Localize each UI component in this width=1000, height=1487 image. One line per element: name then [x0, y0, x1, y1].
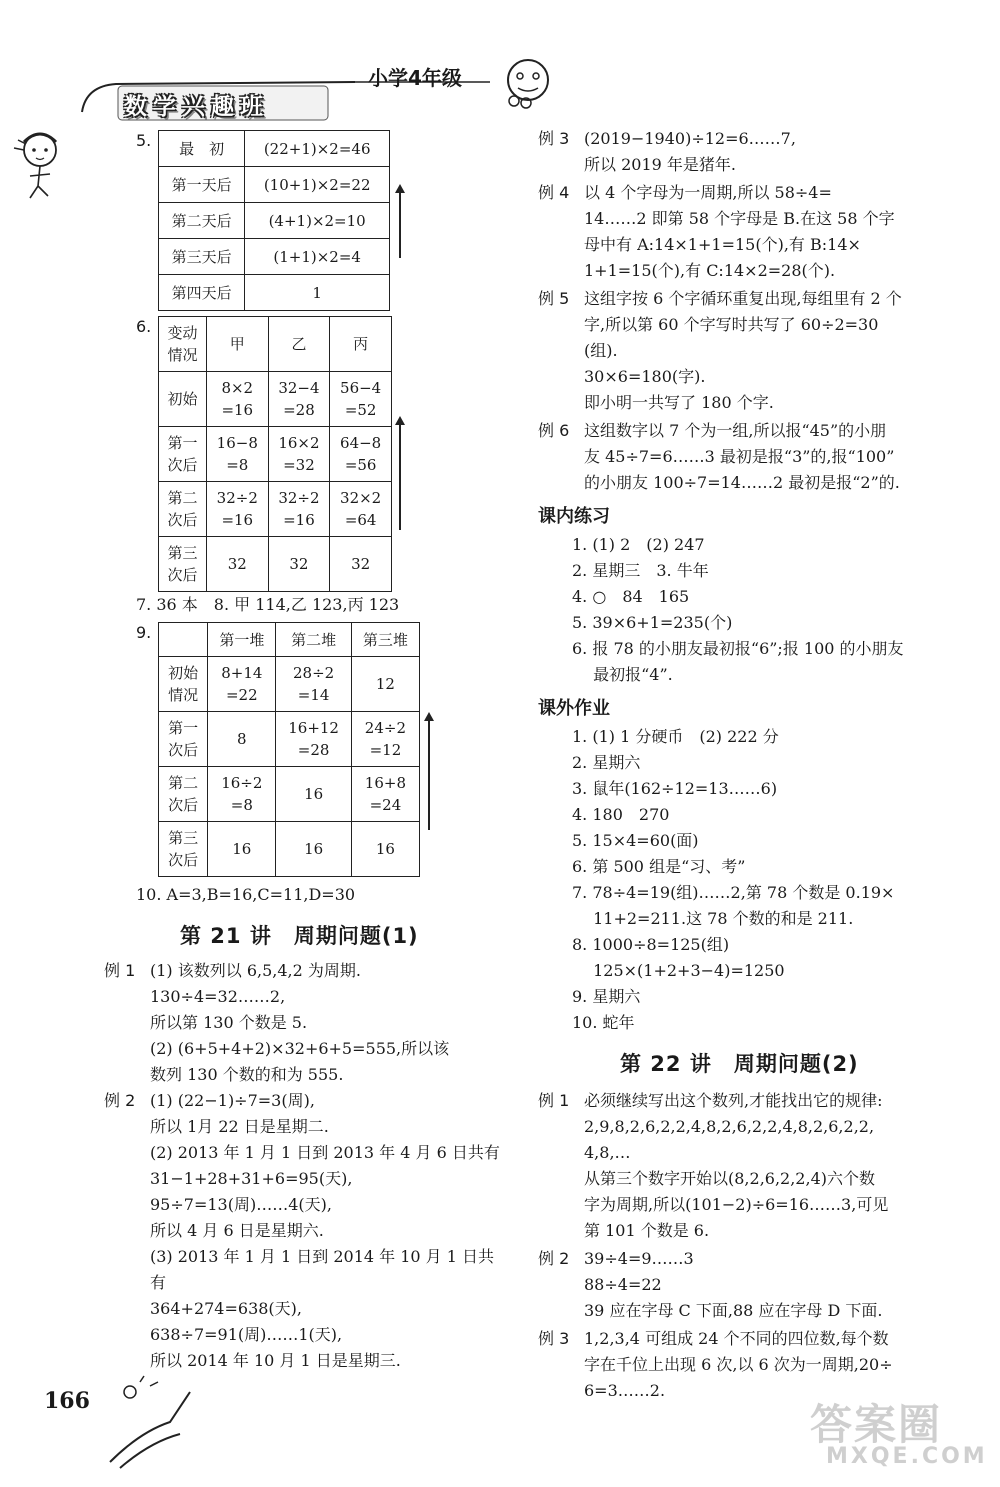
q6-row — [159, 537, 392, 592]
q6-row — [159, 372, 392, 427]
ex3-line: 所以 2019 年是猪年. — [584, 155, 736, 174]
homework-line: 4. 180 270 — [572, 805, 670, 824]
l21-ex1-line: 数列 130 个数的和为 555. — [150, 1065, 344, 1084]
q10-answer: 10. A=3,B=16,C=11,D=30 — [136, 885, 356, 904]
q9-cell: 16 — [208, 822, 276, 877]
l21-ex2-line: (1) (22−1)÷7=3(周), — [150, 1091, 315, 1110]
l21-ex2-line: 31−1+28+31+6=95(天), — [150, 1169, 353, 1188]
ex5-line: 这组字按 6 个字循环重复出现,每组里有 2 个 — [584, 289, 902, 308]
q9-cell: 8+14 =22 — [208, 657, 276, 712]
q5-cell: 第一天后 — [159, 167, 245, 203]
q5-cell: (4+1)×2=10 — [245, 203, 390, 239]
q9-cell: 第一 次后 — [159, 712, 208, 767]
q9-cell: 16 — [351, 822, 419, 877]
q6-cell: 甲 — [206, 317, 268, 372]
l22-ex1-label: 例 1 — [538, 1091, 570, 1110]
q5-up-arrow — [399, 192, 401, 258]
practice-line: 最初报“4”. — [572, 665, 673, 684]
q6-cell: 初始 — [159, 372, 207, 427]
homework-line: 9. 星期六 — [572, 987, 641, 1006]
homework-line: 11+2=211.这 78 个数的和是 211. — [572, 909, 854, 928]
homework-line: 2. 星期六 — [572, 753, 641, 772]
ex4-line: 1+1=15(个),有 C:14×2=28(个). — [584, 261, 836, 280]
ex4-line: 14……2 即第 58 个字母是 B.在这 58 个字 — [584, 209, 895, 228]
q6-cell: 32÷2 =16 — [206, 482, 268, 537]
homework-line: 10. 蛇年 — [572, 1013, 635, 1032]
homework-line: 125×(1+2+3−4)=1250 — [572, 961, 785, 980]
l22-ex1-line: 从第三个数字开始以(8,2,6,2,2,4)六个数 — [584, 1169, 875, 1188]
l22-ex1-line: 字为周期,所以(101−2)÷6=16……3,可见 — [584, 1195, 889, 1214]
q9-cell: 16+8 =24 — [351, 767, 419, 822]
q9-row — [159, 712, 420, 767]
q6-cell: 64−8 =56 — [330, 427, 392, 482]
ex4-line: 母中有 A:14×1+1=15(个),有 B:14× — [584, 235, 861, 254]
homework-title: 课外作业 — [538, 698, 610, 719]
page-number: 166 — [44, 1388, 90, 1414]
q9-cell: 第三堆 — [351, 623, 419, 657]
l21-ex2-line: (2) 2013 年 1 月 1 日到 2013 年 4 月 6 日共有 — [150, 1143, 500, 1162]
q9-cell: 第一堆 — [208, 623, 276, 657]
q5-cell: 1 — [245, 275, 390, 311]
homework-line: 5. 15×4=60(面) — [572, 831, 699, 850]
q9-row — [159, 623, 420, 657]
q5-cell: (10+1)×2=22 — [245, 167, 390, 203]
q9-cell — [159, 623, 208, 657]
q9-row — [159, 657, 420, 712]
q6-cell: 32 — [206, 537, 268, 592]
ex3-line: (2019−1940)÷12=6……7, — [584, 129, 796, 148]
l22-ex2-line: 88÷4=22 — [584, 1275, 662, 1294]
l21-ex2-line: 95÷7=13(周)……4(天), — [150, 1195, 332, 1214]
l21-ex2-line: 364+274=638(天), — [150, 1299, 303, 1318]
q9-cell: 第三 次后 — [159, 822, 208, 877]
q6-cell: 乙 — [268, 317, 330, 372]
q9-row — [159, 822, 420, 877]
q5-table — [158, 130, 390, 311]
practice-line: 5. 39×6+1=235(个) — [572, 613, 733, 632]
practice-title: 课内练习 — [538, 506, 610, 527]
practice-line: 1. (1) 2 (2) 247 — [572, 535, 705, 554]
l21-ex2-line: 638÷7=91(周)……1(天), — [150, 1325, 343, 1344]
q5-label: 5. — [136, 131, 152, 150]
q6-label: 6. — [136, 317, 152, 336]
q5-cell: (22+1)×2=46 — [245, 131, 390, 167]
q6-cell: 32−4 =28 — [268, 372, 330, 427]
practice-line: 4. ○ 84 165 — [572, 587, 690, 606]
q5-row — [159, 239, 390, 275]
q5-cell: 第二天后 — [159, 203, 245, 239]
q9-row — [159, 767, 420, 822]
q9-cell: 第二 次后 — [159, 767, 208, 822]
q9-cell: 16+12 =28 — [276, 712, 351, 767]
ex6-line: 的小朋友 100÷7=14……2 最初是报“2”的. — [584, 473, 900, 492]
q9-cell: 28÷2 =14 — [276, 657, 351, 712]
q5-row — [159, 167, 390, 203]
ex6-label: 例 6 — [538, 421, 570, 440]
q6-cell: 16×2 =32 — [268, 427, 330, 482]
l22-ex3-line: 1,2,3,4 可组成 24 个不同的四位数,每个数 — [584, 1329, 889, 1348]
l22-ex1-line: 第 101 个数是 6. — [584, 1221, 710, 1240]
q7-q8-answer: 7. 36 本 8. 甲 114,乙 123,丙 123 — [136, 595, 400, 614]
q9-cell: 16 — [276, 822, 351, 877]
grade-label: 小学4年级 — [368, 66, 462, 90]
q6-cell: 第一 次后 — [159, 427, 207, 482]
q6-table — [158, 316, 392, 592]
ex5-label: 例 5 — [538, 289, 570, 308]
q9-up-arrow — [428, 720, 430, 830]
q6-cell: 32 — [330, 537, 392, 592]
l22-ex2-label: 例 2 — [538, 1249, 570, 1268]
q6-cell: 32×2 =64 — [330, 482, 392, 537]
q9-cell: 24÷2 =12 — [351, 712, 419, 767]
l21-ex2-line: 所以 4 月 6 日是星期六. — [150, 1221, 324, 1240]
q6-up-arrow — [399, 424, 401, 530]
footer-doodle-icon — [100, 1372, 220, 1482]
ex6-line: 友 45÷7=6……3 最初是报“3”的,报“100” — [584, 447, 895, 466]
q6-row — [159, 482, 392, 537]
l22-ex1-line: 必须继续写出这个数列,才能找出它的规律: — [584, 1091, 883, 1110]
l22-ex2-line: 39 应在字母 C 下面,88 应在字母 D 下面. — [584, 1301, 883, 1320]
lecture21-title: 第 21 讲 周期问题(1) — [180, 924, 419, 948]
ex5-line: 即小明一共写了 180 个字. — [584, 393, 774, 412]
l22-ex1-line: 4,8,… — [584, 1143, 631, 1162]
l22-ex3-line: 6=3……2. — [584, 1381, 666, 1400]
q6-cell: 变动 情况 — [159, 317, 207, 372]
q9-table — [158, 622, 420, 877]
practice-line: 6. 报 78 的小朋友最初报“6”;报 100 的小朋友 — [572, 639, 904, 658]
ex5-line: 字,所以第 60 个字写时共写了 60÷2=30 — [584, 315, 879, 334]
watermark-logo: 答案圈 — [810, 1400, 943, 1449]
q9-label: 9. — [136, 623, 152, 642]
q6-cell: 第二 次后 — [159, 482, 207, 537]
q9-cell: 8 — [208, 712, 276, 767]
q9-cell: 16 — [276, 767, 351, 822]
q6-cell: 第三 次后 — [159, 537, 207, 592]
cartoon-girl-icon — [14, 134, 56, 198]
q9-cell: 初始 情况 — [159, 657, 208, 712]
q5-cell: 第四天后 — [159, 275, 245, 311]
q6-cell: 56−4 =52 — [330, 372, 392, 427]
q5-cell: 最 初 — [159, 131, 245, 167]
homework-line: 3. 鼠年(162÷12=13……6) — [572, 779, 778, 798]
ex6-line: 这组数字以 7 个为一组,所以报“45”的小朋 — [584, 421, 887, 440]
ex4-line: 以 4 个字母为一周期,所以 58÷4= — [584, 183, 832, 202]
homework-line: 1. (1) 1 分硬币 (2) 222 分 — [572, 727, 779, 746]
q6-cell: 丙 — [330, 317, 392, 372]
q6-cell: 16−8 =8 — [206, 427, 268, 482]
q9-cell: 16÷2 =8 — [208, 767, 276, 822]
homework-line: 6. 第 500 组是“习、考” — [572, 857, 746, 876]
l21-ex2-line: 有 — [150, 1273, 167, 1292]
q5-cell: 第三天后 — [159, 239, 245, 275]
l21-ex2-line: 所以 2014 年 10 月 1 日是星期三. — [150, 1351, 401, 1370]
q6-row — [159, 317, 392, 372]
watermark-url: MXQE.COM — [826, 1444, 988, 1469]
q6-cell: 32 — [268, 537, 330, 592]
l21-ex1-label: 例 1 — [104, 961, 136, 980]
l22-ex3-line: 字在千位上出现 6 次,以 6 次为一周期,20÷ — [584, 1355, 893, 1374]
l21-ex1-line: 所以第 130 个数是 5. — [150, 1013, 308, 1032]
ex5-line: 30×6=180(字). — [584, 367, 706, 386]
q6-cell: 32÷2 =16 — [268, 482, 330, 537]
l21-ex2-label: 例 2 — [104, 1091, 136, 1110]
ex4-label: 例 4 — [538, 183, 570, 202]
q6-row — [159, 427, 392, 482]
smiley-icon — [508, 60, 548, 108]
book-title: 数学兴趣班 — [124, 94, 269, 120]
ex5-line: (组). — [584, 341, 618, 360]
l22-ex2-line: 39÷4=9……3 — [584, 1249, 694, 1268]
l21-ex1-line: (1) 该数列以 6,5,4,2 为周期. — [150, 961, 361, 980]
q5-row — [159, 203, 390, 239]
q5-row — [159, 275, 390, 311]
l22-ex1-line: 2,9,8,2,6,2,2,4,8,2,6,2,2,4,8,2,6,2,2, — [584, 1117, 875, 1136]
homework-line: 8. 1000÷8=125(组) — [572, 935, 730, 954]
l21-ex2-line: (3) 2013 年 1 月 1 日到 2014 年 10 月 1 日共 — [150, 1247, 495, 1266]
ex3-label: 例 3 — [538, 129, 570, 148]
q5-cell: (1+1)×2=4 — [245, 239, 390, 275]
q9-cell: 第二堆 — [276, 623, 351, 657]
lecture22-title: 第 22 讲 周期问题(2) — [620, 1052, 859, 1076]
homework-line: 7. 78÷4=19(组)……2,第 78 个数是 0.19× — [572, 883, 895, 902]
practice-line: 2. 星期三 3. 牛年 — [572, 561, 709, 580]
l21-ex2-line: 所以 1月 22 日是星期二. — [150, 1117, 329, 1136]
q5-row — [159, 131, 390, 167]
q6-cell: 8×2 =16 — [206, 372, 268, 427]
q9-cell: 12 — [351, 657, 419, 712]
l21-ex1-line: (2) (6+5+4+2)×32+6+5=555,所以该 — [150, 1039, 450, 1058]
l21-ex1-line: 130÷4=32……2, — [150, 987, 286, 1006]
l22-ex3-label: 例 3 — [538, 1329, 570, 1348]
